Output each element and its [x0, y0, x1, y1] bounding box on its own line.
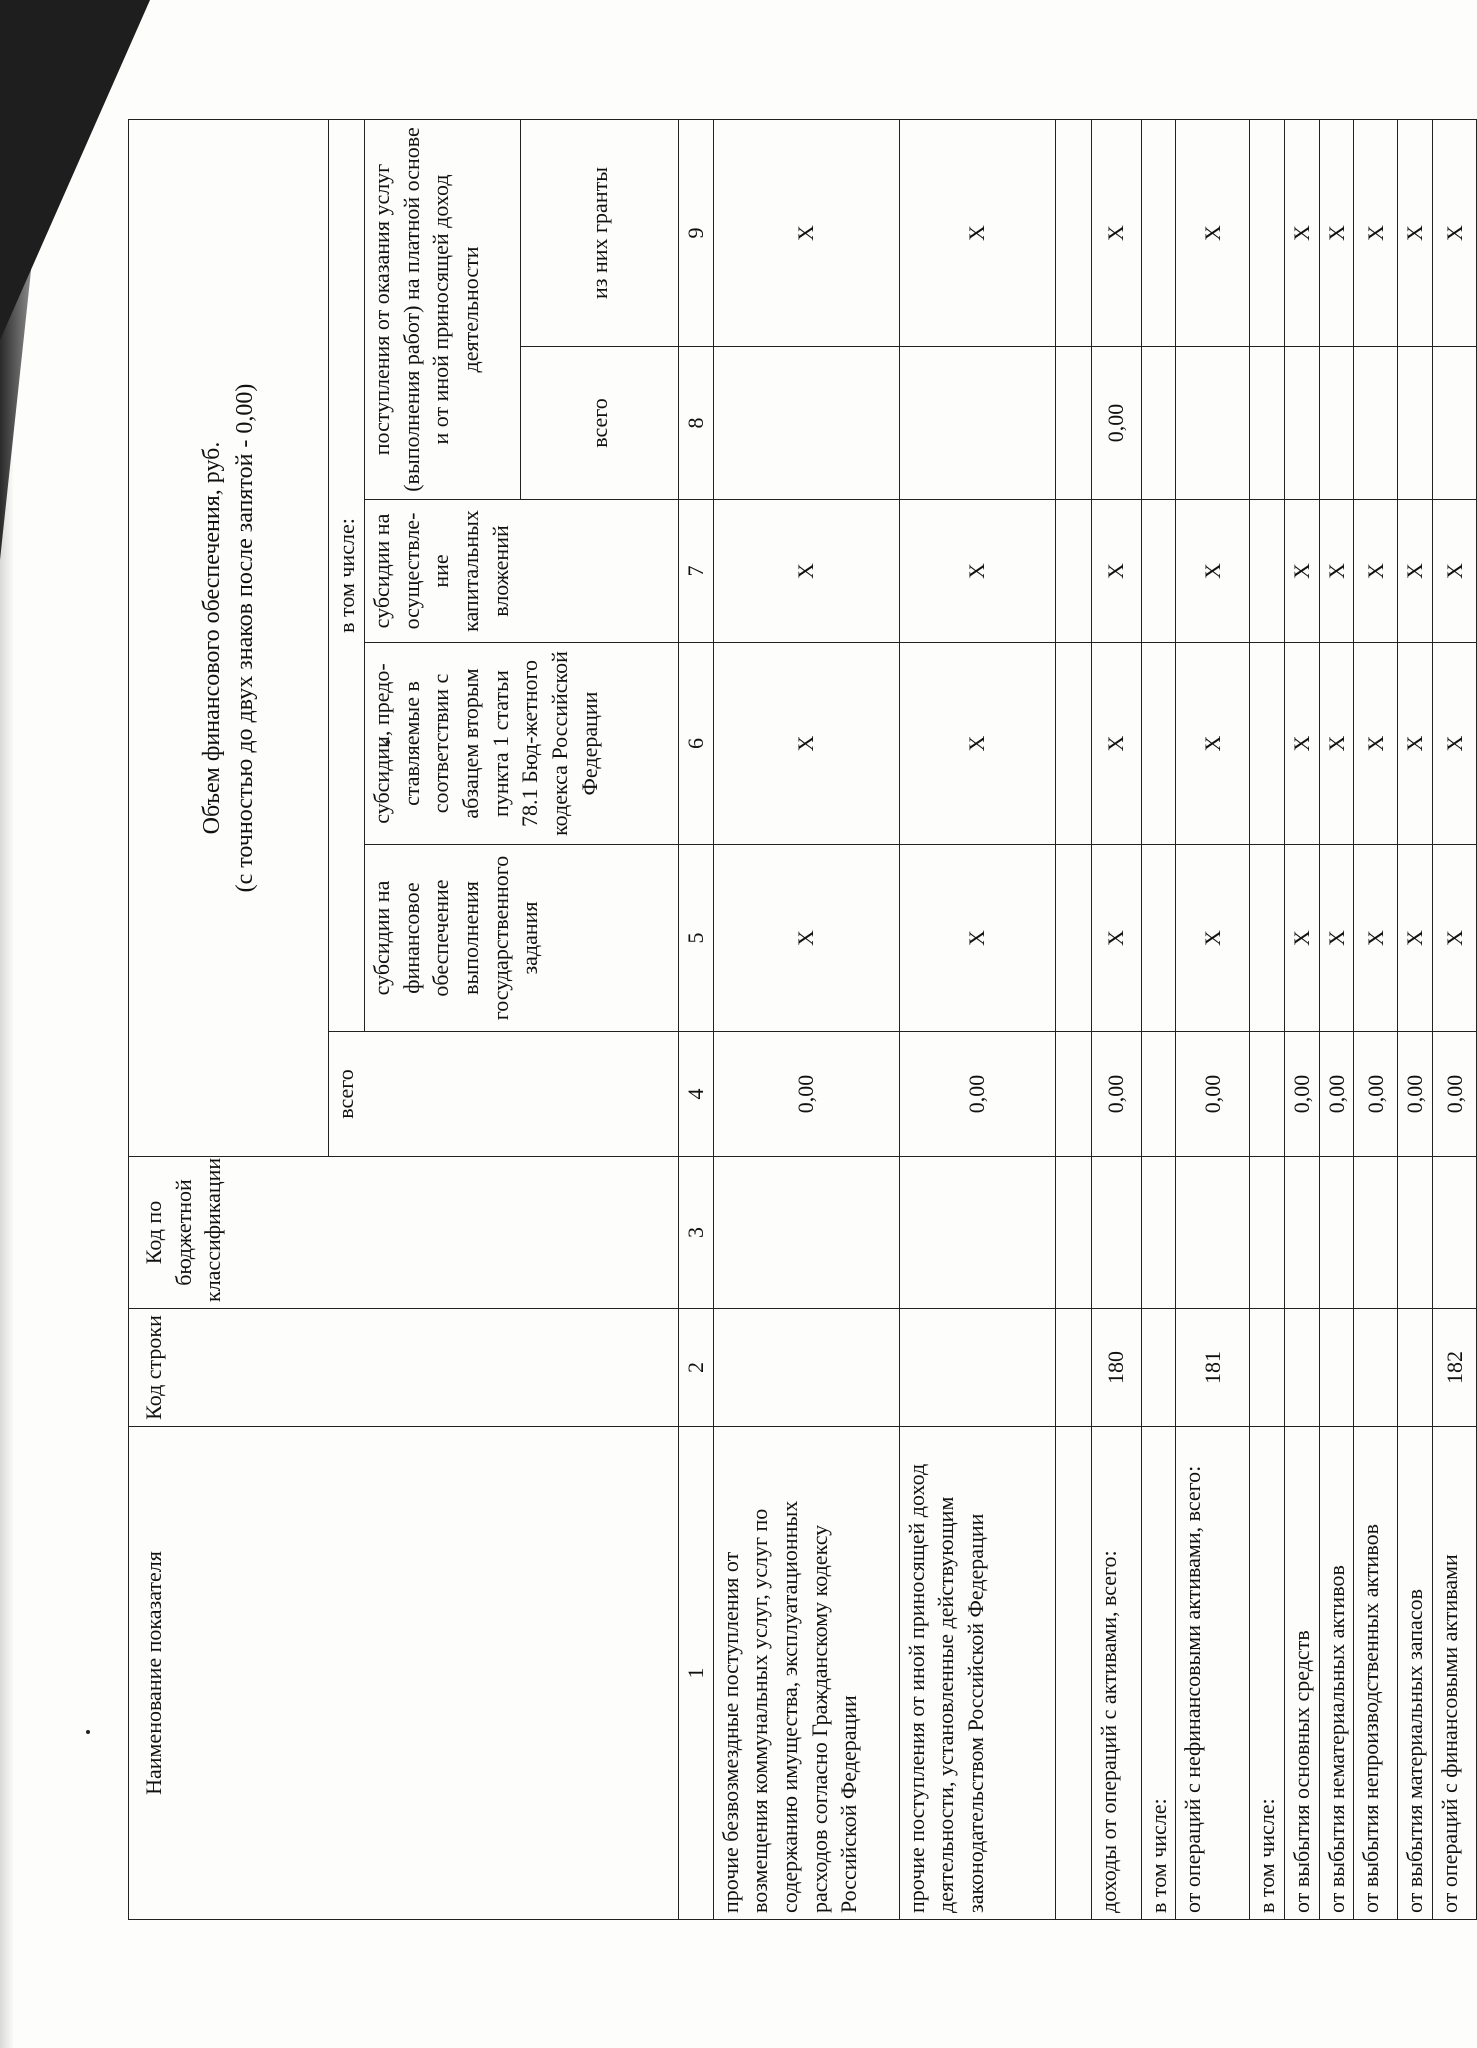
row-c7: X: [1354, 500, 1398, 643]
table-row: [899, 119, 1055, 1919]
row-label: от выбытия непроизводственных активов: [1354, 1427, 1398, 1920]
column-number: 2: [679, 1309, 714, 1427]
row-budget-code: [1141, 1157, 1176, 1309]
header-subsidy-capital: субсидии на осуществле-ние капитальных вложений: [365, 500, 679, 643]
row-c8: [1250, 347, 1285, 500]
column-number: 8: [679, 347, 714, 500]
row-label: [1055, 1427, 1091, 1920]
header-paid-total: всего: [521, 347, 679, 500]
row-c9: X: [1176, 119, 1250, 346]
row-c5: X: [1354, 845, 1398, 1032]
row-c5: X: [899, 845, 1055, 1032]
table-row: [1055, 119, 1091, 1919]
row-c6: X: [713, 643, 899, 845]
row-label: от операций с нефинансовыми активами, всего:: [1176, 1427, 1250, 1920]
row-label: в том числе:: [1141, 1427, 1176, 1920]
table-row: [1091, 119, 1141, 1919]
row-total: [1141, 1032, 1176, 1157]
row-budget-code: [1354, 1157, 1398, 1309]
row-total: [1250, 1032, 1285, 1157]
row-c6: X: [1285, 643, 1320, 845]
row-c8: [1398, 347, 1433, 500]
row-c7: X: [1285, 500, 1320, 643]
row-budget-code: [1319, 1157, 1354, 1309]
column-number: 3: [679, 1157, 714, 1309]
row-code: 181: [1176, 1309, 1250, 1427]
row-total: 0,00: [1433, 1032, 1477, 1157]
row-c6: X: [1354, 643, 1398, 845]
row-label: от операций с финансовыми активами: [1433, 1427, 1477, 1920]
row-c5: X: [1433, 845, 1477, 1032]
row-c5: X: [1398, 845, 1433, 1032]
row-code: [713, 1309, 899, 1427]
financial-table: [128, 119, 1477, 1920]
row-c5: X: [1319, 845, 1354, 1032]
row-c8: [1319, 347, 1354, 500]
table-row: [1141, 119, 1176, 1919]
row-code: [1250, 1309, 1285, 1427]
header-volume-subtitle: (с точностью до двух знаков после запятой - 0,00): [231, 383, 258, 893]
row-c9: X: [1091, 119, 1141, 346]
row-c6: X: [1176, 643, 1250, 845]
row-c6: X: [1398, 643, 1433, 845]
row-c6: X: [1319, 643, 1354, 845]
row-c9: X: [1398, 119, 1433, 346]
row-code: [1354, 1309, 1398, 1427]
header-total: всего: [329, 1032, 679, 1157]
row-c9: X: [713, 119, 899, 346]
row-c8: [1354, 347, 1398, 500]
row-total: 0,00: [1354, 1032, 1398, 1157]
row-c6: [1055, 643, 1091, 845]
column-number: 6: [679, 643, 714, 845]
row-c7: [1141, 500, 1176, 643]
row-c9: [1055, 119, 1091, 346]
row-label: от выбытия материальных запасов: [1398, 1427, 1433, 1920]
row-code: 180: [1091, 1309, 1141, 1427]
row-total: 0,00: [713, 1032, 899, 1157]
table-row: [1398, 119, 1433, 1919]
row-budget-code: [1091, 1157, 1141, 1309]
row-c7: X: [1398, 500, 1433, 643]
row-code: 182: [1433, 1309, 1477, 1427]
row-c8: [1433, 347, 1477, 500]
row-c7: X: [899, 500, 1055, 643]
column-number: 9: [679, 119, 714, 346]
row-code: [1055, 1309, 1091, 1427]
row-label: прочие безвозмездные поступления от возмещения коммунальных услуг, услуг по содержанию имущества, эксплуатационных расходов согласно Гражданскому кодексу Российской Федерации: [713, 1427, 899, 1920]
header-including: в том числе:: [329, 119, 365, 1031]
header-volume-title: Объем финансового обеспечения, руб.: [199, 441, 226, 835]
row-c9: X: [1285, 119, 1320, 346]
row-c9: X: [1354, 119, 1398, 346]
row-budget-code: [899, 1157, 1055, 1309]
header-volume: [129, 119, 329, 1156]
table-row: [713, 119, 899, 1919]
row-c6: X: [1091, 643, 1141, 845]
header-paid-services: поступления от оказания услуг (выполнения работ) на платной основе и от иной приносящей доход деятельности: [365, 119, 521, 499]
row-code: [1285, 1309, 1320, 1427]
row-c5: X: [713, 845, 899, 1032]
row-total: 0,00: [1398, 1032, 1433, 1157]
row-code: [1398, 1309, 1433, 1427]
table-row: [1250, 119, 1285, 1919]
row-total: 0,00: [1285, 1032, 1320, 1157]
column-number: 7: [679, 500, 714, 643]
row-c7: X: [713, 500, 899, 643]
row-budget-code: [1433, 1157, 1477, 1309]
row-budget-code: [1055, 1157, 1091, 1309]
row-c7: [1055, 500, 1091, 643]
row-c5: X: [1176, 845, 1250, 1032]
row-c5: [1250, 845, 1285, 1032]
table-row: [1176, 119, 1250, 1919]
row-total: 0,00: [1176, 1032, 1250, 1157]
row-budget-code: [1250, 1157, 1285, 1309]
scan-speck: [86, 1730, 90, 1734]
row-budget-code: [713, 1157, 899, 1309]
row-c9: [1141, 119, 1176, 346]
row-c8: 0,00: [1091, 347, 1141, 500]
row-c8: [899, 347, 1055, 500]
column-number: 5: [679, 845, 714, 1032]
row-c6: X: [899, 643, 1055, 845]
row-c6: X: [1433, 643, 1477, 845]
row-c8: [1055, 347, 1091, 500]
header-row-code: Код строки: [129, 1309, 679, 1427]
rotated-page: [128, 120, 1467, 1920]
row-c8: [1176, 347, 1250, 500]
column-number: 4: [679, 1032, 714, 1157]
row-c8: [1141, 347, 1176, 500]
row-label: доходы от операций с активами, всего:: [1091, 1427, 1141, 1920]
row-c9: X: [1433, 119, 1477, 346]
row-code: [1319, 1309, 1354, 1427]
row-c9: X: [1319, 119, 1354, 346]
table-row: [1354, 119, 1398, 1919]
row-c8: [1285, 347, 1320, 500]
row-label: прочие поступления от иной приносящей доход деятельности, установленные действующим законодательством Российской Федерации: [899, 1427, 1055, 1920]
row-c7: [1250, 500, 1285, 643]
row-c8: [713, 347, 899, 500]
header-subsidy-78-1: субсидии, предо-ставляемые в соответствии с абзацем вторым пункта 1 статьи 78.1 Бюд-жетного кодекса Российской Федерации: [365, 643, 679, 845]
row-c7: X: [1319, 500, 1354, 643]
table-row: [1319, 119, 1354, 1919]
row-c5: [1141, 845, 1176, 1032]
row-code: [1141, 1309, 1176, 1427]
header-subsidy-state-task: субсидии на финансовое обеспечение выполнения государственного задания: [365, 845, 679, 1032]
row-budget-code: [1176, 1157, 1250, 1309]
row-c5: X: [1091, 845, 1141, 1032]
row-c5: X: [1285, 845, 1320, 1032]
table-row: [1433, 119, 1477, 1919]
header-name: Наименование показателя: [129, 1427, 679, 1920]
row-c7: X: [1091, 500, 1141, 643]
row-c6: [1141, 643, 1176, 845]
column-number: 1: [679, 1427, 714, 1920]
row-total: [1055, 1032, 1091, 1157]
row-total: 0,00: [1319, 1032, 1354, 1157]
table-row: [1285, 119, 1320, 1919]
row-total: 0,00: [899, 1032, 1055, 1157]
row-c5: [1055, 845, 1091, 1032]
row-c9: [1250, 119, 1285, 346]
row-label: от выбытия основных средств: [1285, 1427, 1320, 1920]
row-budget-code: [1398, 1157, 1433, 1309]
row-code: [899, 1309, 1055, 1427]
row-budget-code: [1285, 1157, 1320, 1309]
header-budget-code: Код по бюджетной классификации: [129, 1157, 679, 1309]
row-c9: X: [899, 119, 1055, 346]
row-c7: X: [1433, 500, 1477, 643]
column-number-row: [679, 119, 714, 1919]
header-paid-grants: из них гранты: [521, 119, 679, 346]
row-label: в том числе:: [1250, 1427, 1285, 1920]
row-total: 0,00: [1091, 1032, 1141, 1157]
row-label: от выбытия нематериальных активов: [1319, 1427, 1354, 1920]
row-c6: [1250, 643, 1285, 845]
row-c7: X: [1176, 500, 1250, 643]
